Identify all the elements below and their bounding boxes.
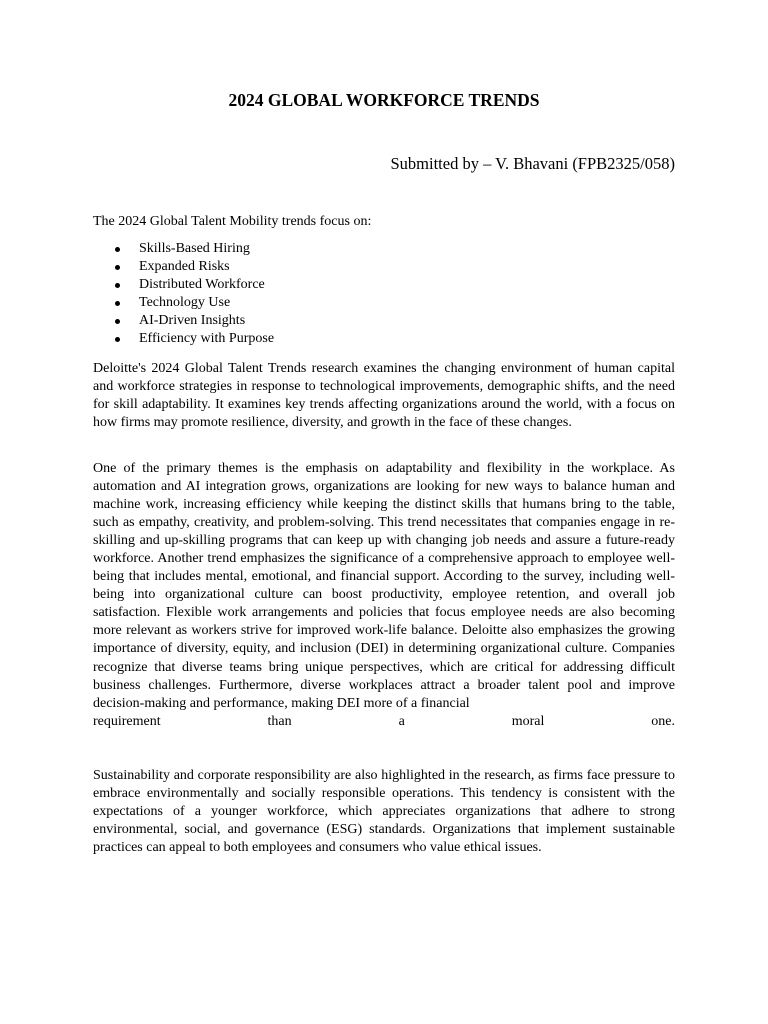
- list-item: [93, 330, 274, 348]
- paragraph-adaptability-last-line: [93, 713, 675, 731]
- bullet-icon: [115, 337, 120, 342]
- last-line-word: one.: [651, 713, 675, 729]
- bullet-icon: [115, 265, 120, 270]
- intro-line: The 2024 Global Talent Mobility trends focus on:: [93, 214, 372, 229]
- list-item: [93, 294, 274, 312]
- bullet-icon: [115, 283, 120, 288]
- list-item: [93, 240, 274, 258]
- last-line-word: moral: [511, 713, 545, 729]
- paragraph-adaptability-body: One of the primary themes is the emphasis on adaptability and flexibility in the workplace. As automation and AI integration grows, organizations are looking for new ways to balance human and machine work, increasing efficiency while keeping the distinct skills that humans bring to the table, such as empathy, creativity, and problem-solving. This trend necessitates that companies engage in re-skilling and up-skilling programs that can keep up with changing job needs and assure a future-ready workforce. Another trend emphasizes the significance of a comprehensive approach to employee well-being that includes mental, emotional, and financial support. According to the survey, including well-being into organizational culture can boost productivity, employee retention, and overall job satisfaction. Flexible work arrangements and policies that focus employee needs are also becoming more relevant as workers strive for improved work-life balance. Deloitte also emphasizes the growing importance of diversity, equity, and inclusion (DEI) in determining organizational culture. Companies recognize that diverse teams bring unique perspectives, which are critical for addressing difficult business challenges. Furthermore, diverse workplaces attract a broader talent pool and improve decision-making and performance, making DEI more of a financial: [93, 461, 675, 711]
- paragraph-adaptability: [93, 460, 675, 731]
- bullet-icon: [115, 319, 120, 324]
- list-item: [93, 258, 274, 276]
- last-line-word: than: [267, 713, 292, 729]
- list-item: [93, 276, 274, 294]
- document-title: 2024 GLOBAL WORKFORCE TRENDS: [228, 90, 540, 110]
- list-item-text: Technology Use: [139, 295, 231, 310]
- paragraph-sustainability: Sustainability and corporate responsibility are also highlighted in the research, as firms face pressure to embrace environmentally and socially responsible operations. This tendency is consistent with the expectations of a younger workforce, which appreciates organizations that adhere to strong environmental, social, and governance (ESG) standards. Organizations that implement sustainable practices can appeal to both employees and consumers who value ethical issues.: [93, 768, 675, 856]
- list-item-text: Expanded Risks: [139, 259, 230, 274]
- trends-bullet-list: [93, 240, 274, 348]
- list-item-text: Efficiency with Purpose: [139, 331, 275, 346]
- bullet-icon: [115, 301, 120, 306]
- last-line-word: requirement: [93, 713, 161, 729]
- last-line-word: a: [398, 713, 405, 729]
- paragraph-overview: Deloitte's 2024 Global Talent Trends research examines the changing environment of human capital and workforce strategies in response to technological improvements, demographic shifts, and the need for skill adaptability. It examines key trends affecting organizations around the world, with a focus on how firms may promote resilience, diversity, and growth in the face of these changes.: [93, 361, 675, 431]
- list-item: [93, 312, 274, 330]
- bullet-icon: [115, 247, 120, 252]
- list-item-text: Skills-Based Hiring: [139, 241, 250, 256]
- submitted-by-line: Submitted by – V. Bhavani (FPB2325/058): [390, 154, 675, 173]
- list-item-text: Distributed Workforce: [139, 277, 265, 292]
- list-item-text: AI-Driven Insights: [139, 313, 246, 328]
